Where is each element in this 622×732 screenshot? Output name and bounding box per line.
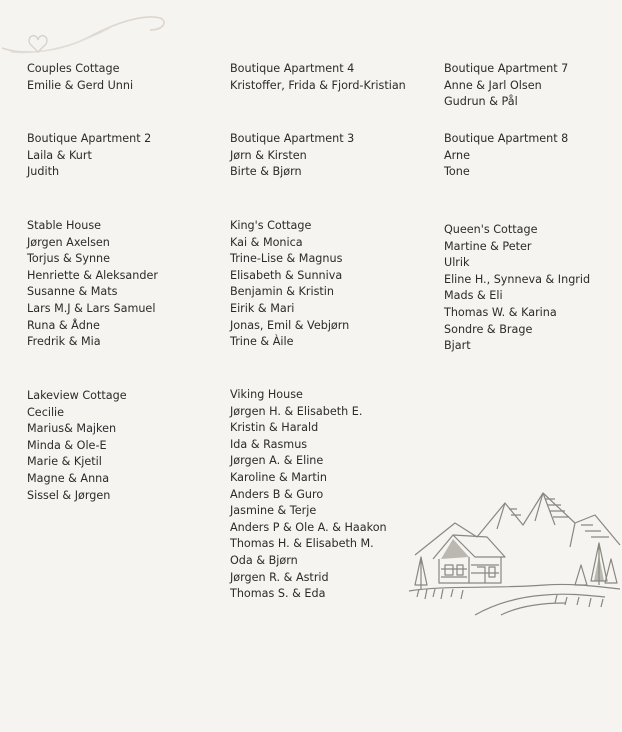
group-stable-house — [27, 218, 158, 351]
guest-name: Marie & Kjetil — [27, 455, 102, 469]
guest-name: Ulrik — [444, 256, 470, 270]
group-boutique-apartment-7 — [444, 61, 568, 111]
guest-name: Tone — [444, 165, 470, 179]
guest-name: Thomas W. & Karina — [444, 305, 557, 319]
group-couples-cottage — [27, 61, 133, 94]
guest-name: Thomas S. & Eda — [230, 587, 326, 601]
guest-name: Karoline & Martin — [230, 470, 327, 484]
guest-name: Jørgen A. & Eline — [230, 454, 324, 468]
group-lakeview-cottage — [27, 388, 127, 504]
guest-name: Mads & Eli — [444, 289, 503, 303]
group-viking-house — [230, 387, 387, 603]
group-queens-cottage — [444, 222, 590, 355]
cottage-title: Boutique Apartment 7 — [444, 62, 569, 75]
guest-name: Jørgen H. & Elisabeth E. — [230, 404, 363, 418]
guest-name: Sondre & Brage — [444, 322, 533, 336]
guest-name: Ida & Rasmus — [230, 437, 308, 451]
guest-name: Eline H., Synneva & Ingrid — [444, 272, 591, 286]
guest-name: Jørn & Kirsten — [230, 148, 307, 162]
cottage-title: Boutique Apartment 4 — [230, 62, 355, 75]
cottage-title: Boutique Apartment 2 — [27, 132, 152, 145]
guest-name: Anders B & Guro — [230, 487, 324, 501]
guest-name: Trine & Àile — [230, 335, 294, 349]
guest-name: Marius& Majken — [27, 422, 117, 436]
guest-name: Lars M.J & Lars Samuel — [27, 301, 156, 315]
cottage-title: Lakeview Cottage — [27, 389, 127, 402]
group-boutique-apartment-3 — [230, 131, 354, 181]
guest-name: Benjamin & Kristin — [230, 285, 335, 299]
heart-swirl-icon — [0, 0, 170, 60]
guest-name: Thomas H. & Elisabeth M. — [230, 537, 374, 551]
cottage-title: Stable House — [27, 219, 102, 232]
cottage-title: Couples Cottage — [27, 62, 120, 75]
guest-name: Magne & Anna — [27, 471, 110, 485]
guest-name: Cecilie — [27, 405, 65, 419]
mountain-cabin-illustration — [405, 485, 622, 620]
guest-name: Martine & Peter — [444, 239, 532, 253]
cottage-title: Queen's Cottage — [444, 223, 538, 236]
guest-name: Jasmine & Terje — [230, 504, 317, 518]
guest-name: Henriette & Aleksander — [27, 268, 158, 282]
cottage-title: Viking House — [230, 388, 303, 401]
guest-name: Judith — [27, 165, 60, 179]
guest-name: Birte & Bjørn — [230, 165, 302, 179]
group-boutique-apartment-4 — [230, 61, 406, 94]
group-boutique-apartment-2 — [27, 131, 151, 181]
guest-name: Kristin & Harald — [230, 421, 319, 435]
guest-name: Jørgen Axelsen — [27, 235, 110, 249]
guest-name: Eirik & Mari — [230, 301, 295, 315]
guest-name: Runa & Ådne — [27, 318, 100, 332]
guest-name: Kai & Monica — [230, 235, 303, 249]
guest-name: Emilie & Gerd Unni — [27, 78, 134, 92]
guest-name: Trine-Lise & Magnus — [230, 252, 343, 266]
guest-name: Kristoffer, Frida & Fjord-Kristian — [230, 78, 406, 92]
guest-name: Jørgen R. & Astrid — [230, 570, 329, 584]
cottage-title: King's Cottage — [230, 219, 312, 232]
guest-name: Elisabeth & Sunniva — [230, 268, 343, 282]
guest-name: Gudrun & Pål — [444, 95, 518, 109]
guest-name: Anders P & Ole A. & Haakon — [230, 520, 387, 534]
guest-name: Bjart — [444, 339, 471, 353]
guest-name: Laila & Kurt — [27, 148, 92, 162]
guest-name: Jonas, Emil & Vebjørn — [230, 318, 350, 332]
cottage-title: Boutique Apartment 3 — [230, 132, 355, 145]
guest-name: Torjus & Synne — [27, 252, 111, 266]
guest-name: Oda & Bjørn — [230, 553, 298, 567]
guest-name: Susanne & Mats — [27, 285, 118, 299]
group-kings-cottage — [230, 218, 349, 351]
guest-name: Sissel & Jørgen — [27, 488, 111, 502]
group-boutique-apartment-8 — [444, 131, 568, 181]
guest-name: Minda & Ole-E — [27, 438, 107, 452]
guest-name: Fredrik & Mia — [27, 335, 101, 349]
cottage-title: Boutique Apartment 8 — [444, 132, 569, 145]
guest-name: Arne — [444, 148, 471, 162]
guest-name: Anne & Jarl Olsen — [444, 78, 542, 92]
